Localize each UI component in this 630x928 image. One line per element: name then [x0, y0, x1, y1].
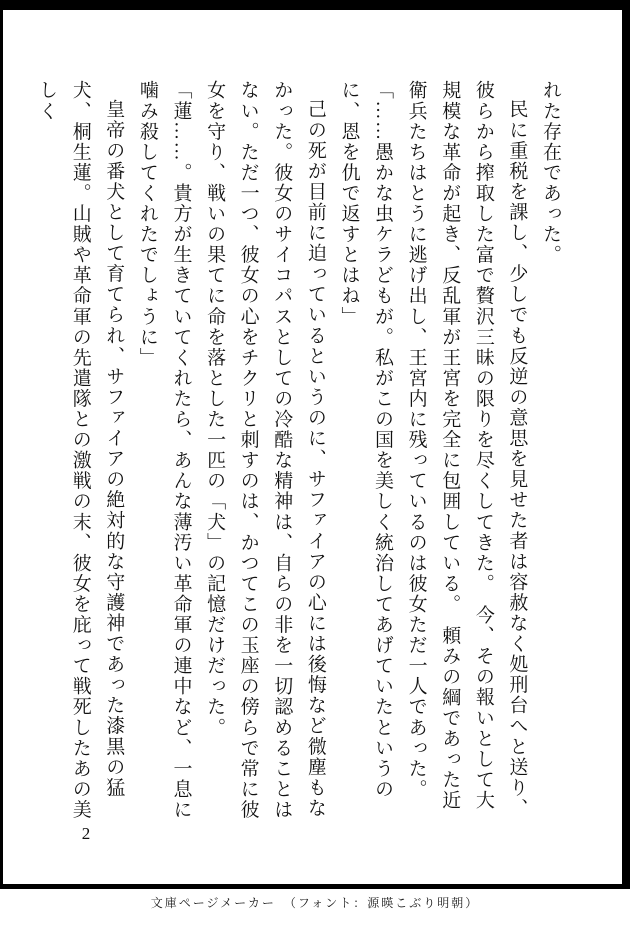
paragraph-narrative: 民に重税を課し、少しでも反逆の意思を見せた者は容赦なく処刑台へと送り、彼らから搾取した富で贅沢三昧の限りを尽くしてきた。 今、その報いとして大規模な革命が起き、反乱軍が王宮を完全に包囲している。 頼みの綱であった近衛兵たちはとうに逃げ出し、王宮内に残っているのは彼女ただ一人であった。: [405, 80, 528, 819]
page-number: 2: [81, 824, 91, 843]
vertical-text-body: [30, 80, 568, 820]
generator-credit: 文庫ページメーカー （フォント：源暎こぶり明朝）: [150, 896, 480, 910]
paragraph-narrative: 己の死が目前に迫っているというのに、サファイアの心には後悔など微塵もなかった。彼女のサイコパスとしての冷酷な精神は、自らの非を一切認めることはない。ただ一つ、彼女の心をチクリと刺すのは、かつてこの玉座の傍らで常に彼女を守り、戦いの果てに命を落とした一匹の「犬」の記憶だけだった。: [204, 80, 326, 820]
paragraph-continuation: れた存在であった。: [540, 80, 561, 265]
paragraph-dialogue: 「蓮……。貴方が生きていてくれたら、あんな薄汚い革命軍の連中など、一息に噛み殺してくれたでしょうに」: [136, 80, 192, 820]
paragraph-dialogue: 「……愚かな虫ケラどもが。私がこの国を美しく統治してあげていたというのに、恩を仇で返すとはね」: [338, 80, 394, 800]
paragraph-narrative: 皇帝の番犬として育てられ、サファイアの絶対的な守護神であった漆黒の猛犬、桐生蓮。山賊や革命軍の先遣隊との激戦の末、彼女を庇って戦死したあの美しく: [36, 80, 125, 820]
